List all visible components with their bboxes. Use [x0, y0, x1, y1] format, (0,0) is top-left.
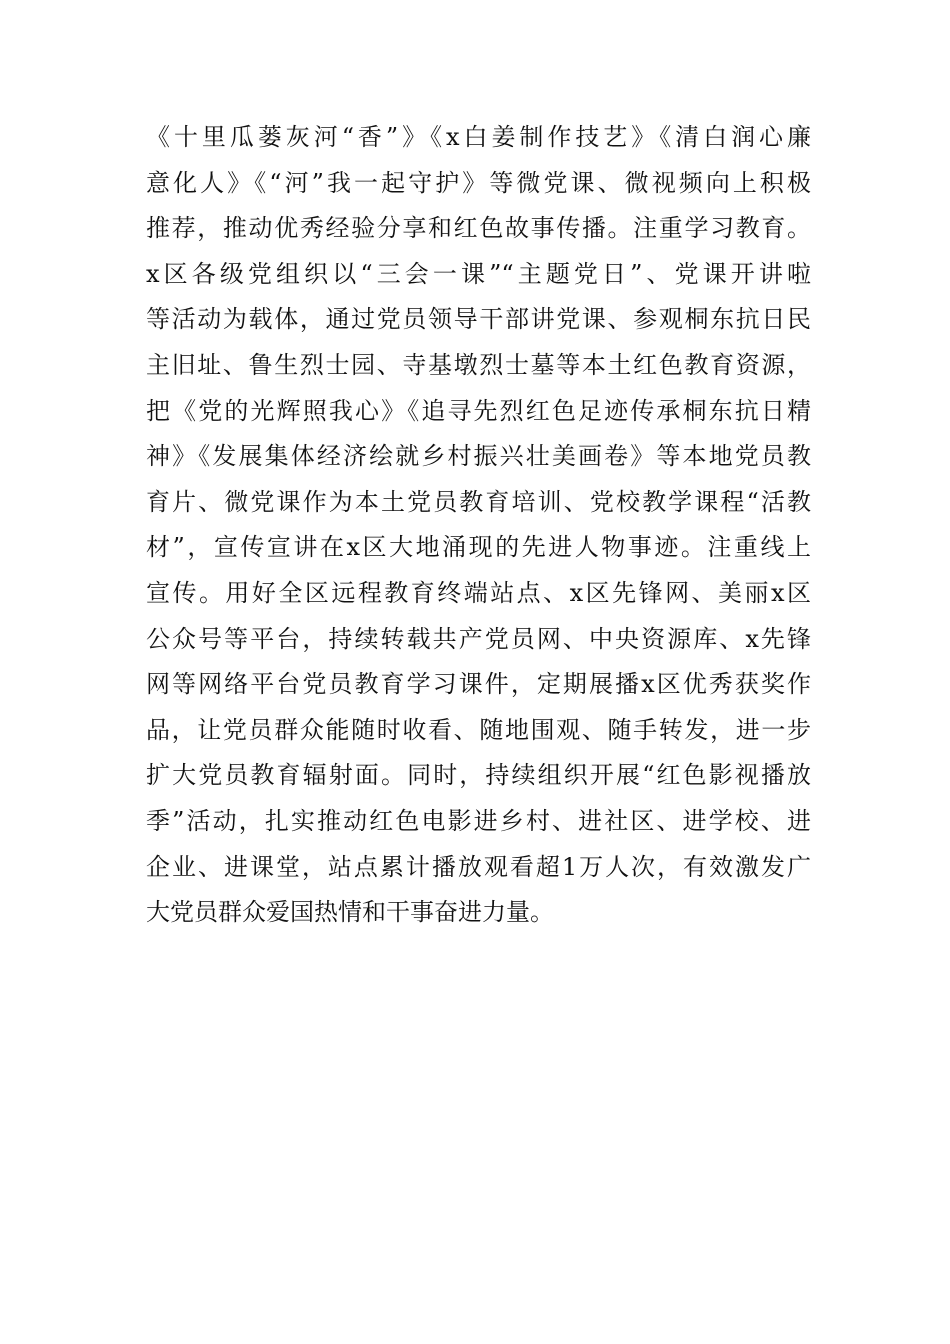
paragraph-line: 育片、微党课作为本土党员教育培训、党校教学课程“活教 [146, 487, 811, 516]
paragraph-line: 等活动为载体，通过党员领导干部讲党课、参观桐东抗日民 [146, 305, 811, 334]
paragraph-line: 神》《发展集体经济绘就乡村振兴壮美画卷》等本地党员教 [146, 442, 811, 471]
paragraph-line: 材”，宣传宣讲在x区大地涌现的先进人物事迹。注重线上 [146, 533, 811, 562]
paragraph-line: 品，让党员群众能随时收看、随地围观、随手转发，进一步 [146, 715, 811, 744]
paragraph-line: 季”活动，扎实推动红色电影进乡村、进社区、进学校、进 [146, 806, 811, 835]
paragraph-line: 主旧址、鲁生烈士园、寺基墩烈士墓等本土红色教育资源， [146, 350, 811, 379]
paragraph-line: 推荐，推动优秀经验分享和红色故事传播。注重学习教育。 [146, 214, 811, 243]
paragraph-line: 企业、进课堂，站点累计播放观看超1万人次，有效激发广 [146, 852, 811, 881]
paragraph-line: 扩大党员教育辐射面。同时，持续组织开展“红色影视播放 [146, 761, 811, 790]
paragraph-line: 意化人》《“河”我一起守护》等微党课、微视频向上积极 [146, 168, 811, 197]
paragraph-line: x区各级党组织以“三会一课”“主题党日”、党课开讲啦 [146, 259, 811, 288]
paragraph-line: 《十里瓜蒌灰河“香”》《x白姜制作技艺》《清白润心廉 [146, 123, 811, 151]
body-paragraph [146, 115, 811, 936]
paragraph-line: 大党员群众爱国热情和干事奋进力量。 [146, 898, 554, 927]
paragraph-line: 公众号等平台，持续转载共产党员网、中央资源库、x先锋 [146, 624, 811, 653]
paragraph-line: 网等网络平台党员教育学习课件，定期展播x区优秀获奖作 [146, 670, 811, 699]
paragraph-line: 宣传。用好全区远程教育终端站点、x区先锋网、美丽x区 [146, 578, 811, 607]
paragraph-line: 把《党的光辉照我心》《追寻先烈红色足迹传承桐东抗日精 [146, 396, 811, 425]
